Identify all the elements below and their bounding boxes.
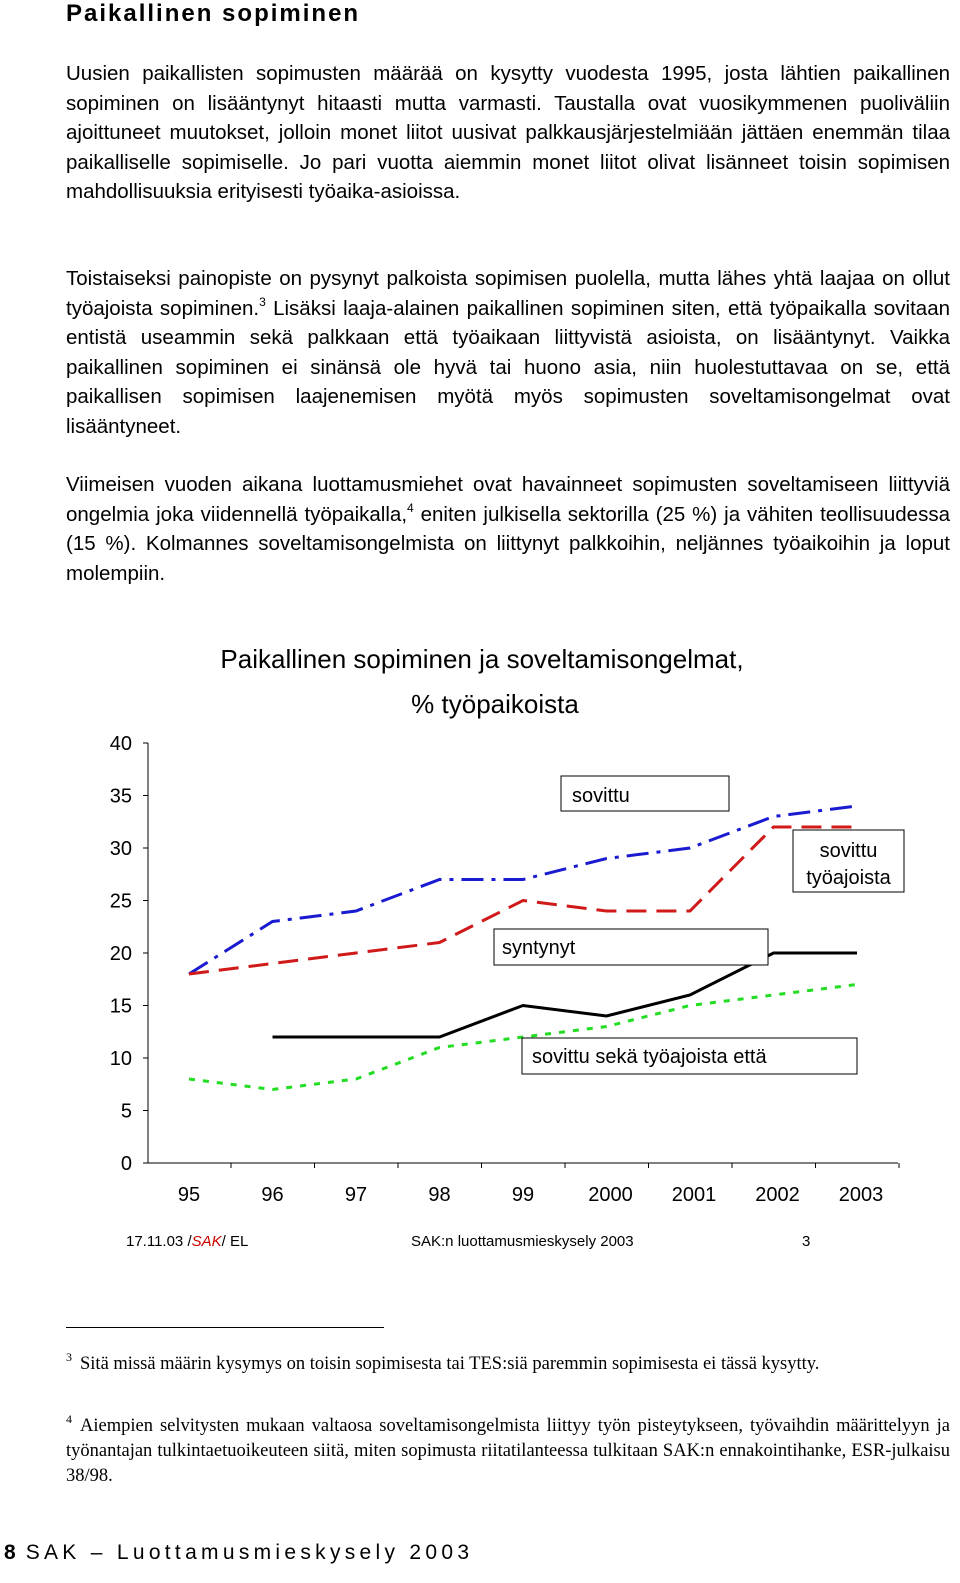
footnote-3-number: 3 [66, 1350, 72, 1364]
y-tick-label: 40 [109, 733, 132, 755]
chart-footer-brand: SAK [191, 1233, 222, 1250]
x-tick-label: 2000 [588, 1184, 633, 1206]
paragraph-3-part-2: eniten julkisella sektorilla (25 %) ja vähiten teollisuudessa (15 %). Kolmannes soveltamisongelmista on liittynyt palkkoihin, neljännes työaikoihin ja loput molempiin. [66, 502, 950, 585]
x-tick-label: 2002 [755, 1184, 800, 1206]
y-tick-label: 20 [109, 943, 132, 965]
section-heading: Paikallinen sopiminen [66, 0, 361, 27]
chart-title-line-2: % työpaikoista [411, 689, 579, 719]
label-sovittu [561, 776, 729, 811]
label-seka-text: sovittu sekä työajoista että [532, 1046, 767, 1068]
paragraph-1: Uusien paikallisten sopimusten määrää on kysytty vuodesta 1995, josta lähtien paikallinen sopiminen on lisääntynyt hitaasti mutta varmasti. Taustalla ovat vuosikymmenen puoliväliin ajoittuneet muutokset, jolloin monet liitot uusivat palkkausjärjestelmiään jättäen enemmän tilaa paikalliselle sopimiselle. Jo pari vuotta aiemmin monet liitot olivat lisänneet toisin sopimisen mahdollisuuksia erityisesti työaika-asioissa. [66, 62, 950, 203]
footnote-ref-4[interactable]: 4 [407, 500, 414, 515]
footnote-4-text: Aiempien selvitysten mukaan valtaosa soveltamisongelmista liittyy työn pisteytykseen, työvaihdin määrittelyyn ja työnantajan tulkintaetuoikeuteen siitä, miten sopimusta riitatilanteessa tulkitaan SAK:n ennakointihanke, ESR-julkaisu 38/98. [66, 1416, 950, 1486]
x-tick-label: 97 [344, 1184, 368, 1206]
y-tick-label: 0 [120, 1153, 132, 1175]
x-tick-label: 95 [177, 1184, 201, 1206]
label-sovittu-tyoajoista [793, 830, 904, 892]
x-tick-label: 98 [428, 1184, 451, 1206]
footnote-ref-3[interactable]: 3 [259, 294, 266, 309]
x-tick-label: 2003 [838, 1184, 884, 1206]
line-chart [0, 630, 960, 1230]
y-tick-label: 15 [109, 995, 132, 1018]
y-tick-label: 30 [109, 838, 132, 860]
x-tick-label: 99 [511, 1184, 535, 1206]
paragraph-3-part-1: Viimeisen vuoden aikana luottamusmiehet ovat havainneet sopimusten soveltamiseen liittyviä ongelmia joka viidennellä työpaikalla, [66, 473, 950, 526]
footnote-3-text: Sitä missä määrin kysymys on toisin sopimisesta tai TES:siä paremmin sopimisesta ei tässä kysytty. [80, 1354, 820, 1374]
page-number: 8 [4, 1541, 16, 1564]
footnote-4 [66, 1414, 950, 1489]
chart-footer-credit [126, 1233, 248, 1250]
chart-title-line-1: Paikallinen sopiminen ja soveltamisongelmat, [220, 644, 744, 674]
paragraph-3 [66, 470, 950, 588]
paragraph-2-part-2: Lisäksi laaja-alainen paikallinen sopiminen siten, että työpaikalla sovitaan entistä useammin sekä palkkaan että työaikaan liittyvistä asioista, on lisääntynyt. Vaikka paikallinen sopiminen ei sinänsä ole hyvä tai huono asia, niin huolestuttavaa on se, että paikallisen sopimisen laajenemisen myötä myös sopimusten soveltamisongelmat ovat lisääntyneet. [66, 296, 950, 438]
y-tick-label: 5 [120, 1100, 132, 1123]
label-sovittu-tyoajoista-text: työajoista [806, 867, 891, 889]
y-tick-label: 25 [109, 890, 132, 913]
chart-footer-slide-number: 3 [802, 1233, 811, 1250]
chart-footer-initials: / EL [221, 1233, 249, 1250]
y-tick-label: 35 [109, 785, 132, 808]
chart-footer-source: SAK:n luottamusmieskysely 2003 [411, 1233, 634, 1250]
paragraph-2 [66, 264, 950, 441]
label-seka [522, 1038, 857, 1074]
footnote-3 [66, 1352, 950, 1377]
label-syntynyt-text: syntynyt [502, 937, 576, 959]
label-sovittu-text: sovittu [572, 785, 630, 807]
page-footer [4, 1541, 473, 1565]
page-footer-text: SAK – Luottamusmieskysely 2003 [25, 1541, 474, 1564]
chart-labels [494, 776, 904, 1074]
x-tick-label: 2001 [671, 1184, 717, 1206]
y-tick-label: 10 [109, 1048, 132, 1070]
x-tick-label: 96 [261, 1184, 284, 1206]
paragraph-2-part-1: Toistaiseksi painopiste on pysynyt palkoista sopimisen puolella, mutta lähes yhtä laajaa on ollut työajoista sopiminen. [66, 267, 950, 320]
footnote-4-number: 4 [66, 1412, 72, 1426]
chart-footer-date: 17.11.03 / [126, 1233, 192, 1250]
label-syntynyt [494, 929, 768, 965]
footnote-divider [66, 1327, 384, 1328]
label-sovittu-tyoajoista-text: sovittu [819, 840, 878, 862]
